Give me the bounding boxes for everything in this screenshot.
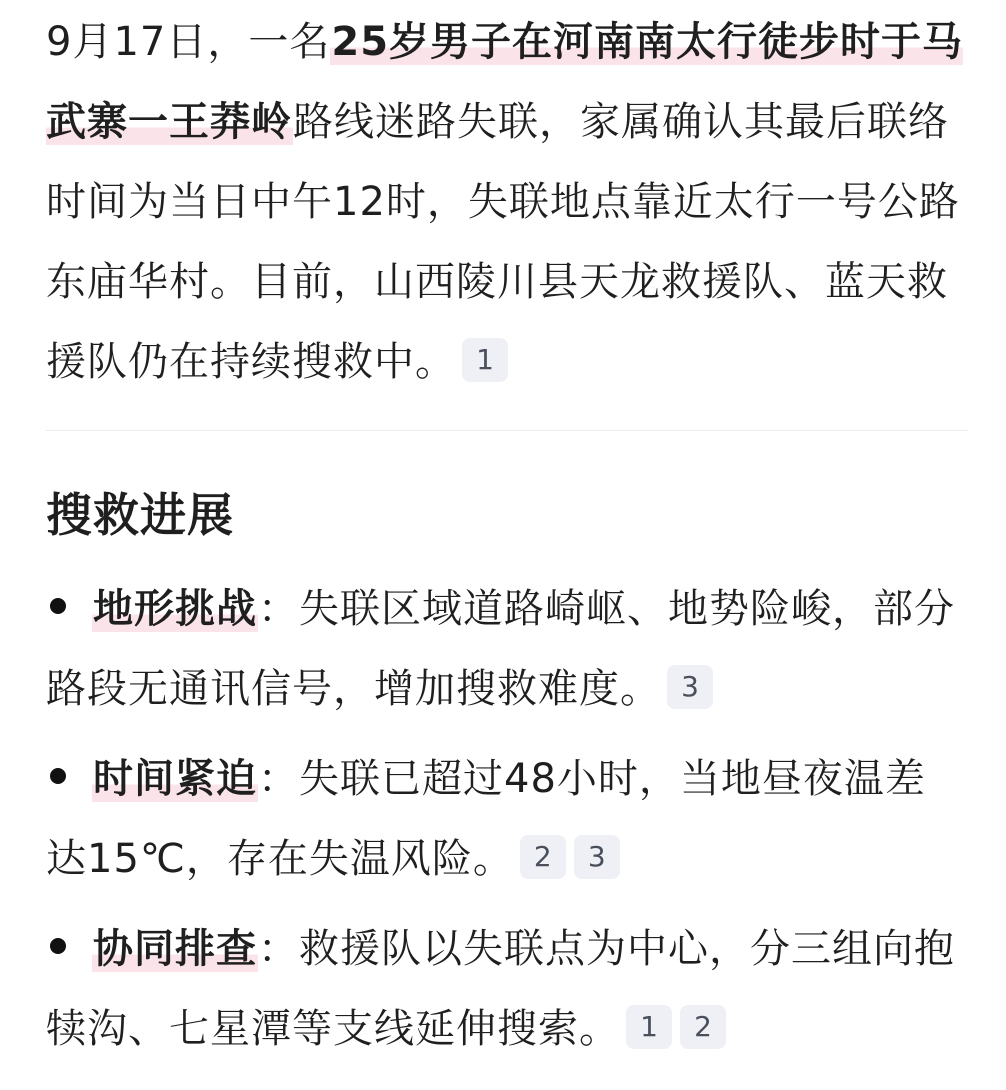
list-item	[46, 909, 966, 1069]
bullet-text: ：救援队以失联点为中心，分三组向抱犊沟、七星潭等支线延伸搜索。	[46, 926, 955, 1052]
bullet-dot-icon	[50, 768, 66, 784]
bullet-dot-icon	[50, 598, 66, 614]
intro-text-b: 路线迷路失联，家属确认其最后联络时间为当日中午12时，失联地点靠近太行一号公路东庙华村。目前，山西陵川县天龙救援队、蓝天救援队仍在持续搜救中。	[46, 99, 960, 385]
list-item	[46, 739, 966, 899]
citation-badge[interactable]: 2	[520, 835, 566, 879]
citation-badge[interactable]: 2	[680, 1005, 726, 1049]
section-title: 搜救进展	[46, 488, 234, 542]
bullet-text: ：失联已超过48小时，当地昼夜温差达15℃，存在失温风险。	[46, 756, 926, 882]
citation-badge[interactable]: 3	[667, 665, 713, 709]
citation-badge[interactable]: 1	[626, 1005, 672, 1049]
citation-badge[interactable]: 1	[462, 338, 508, 382]
intro-highlight: 25岁男子在河南南太行徒步时于马武寨一王莽岭	[46, 19, 964, 145]
list-item	[46, 569, 966, 729]
citation-badge[interactable]: 3	[574, 835, 620, 879]
bullet-label: 时间紧迫	[93, 756, 257, 802]
divider	[46, 430, 968, 431]
bullet-list	[46, 569, 966, 1069]
intro-paragraph	[46, 0, 966, 402]
bullet-label: 协同排查	[93, 926, 257, 972]
bullet-dot-icon	[50, 938, 66, 954]
intro-text-a: 9月17日，一名	[46, 19, 331, 65]
bullet-label: 地形挑战	[93, 586, 257, 632]
bullet-text: ：失联区域道路崎岖、地势险峻，部分路段无通讯信号，增加搜救难度。	[46, 586, 955, 712]
